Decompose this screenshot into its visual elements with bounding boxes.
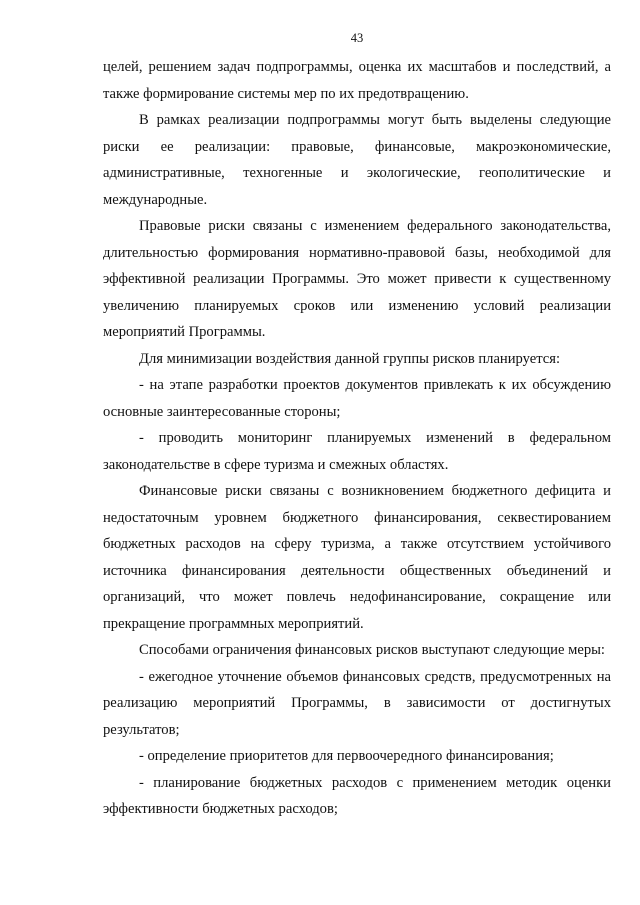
document-body [103, 54, 611, 823]
paragraph: Для минимизации воздействия данной группы рисков планируется: [139, 350, 561, 367]
list-item: - на этапе разработки проектов документов привлекать к их обсуждению основные заинтересованные стороны; [103, 377, 611, 420]
list-item: - ежегодное уточнение объемов финансовых средств, предусмотренных на реализацию мероприятий Программы, в зависимости от достигнутых результатов; [103, 668, 611, 738]
list-item: - определение приоритетов для первоочередного финансирования; [139, 748, 554, 764]
paragraph: целей, решением задач подпрограммы, оценка их масштабов и последствий, а также формирование системы мер по их предотвращению. [103, 59, 611, 102]
list-item: - планирование бюджетных расходов с применением методик оценки эффективности бюджетных расходов; [103, 774, 611, 817]
paragraph: Финансовые риски связаны с возникновением бюджетного дефицита и недостаточным уровнем бюджетного финансирования, секвестированием бюджетных расходов на сферу туризма, а также отсутствием устойчивого источника финансирования деятельности общественных объединений и организаций, что может повлечь недофинансирование, сокращение или прекращение программных мероприятий. [103, 483, 611, 632]
list-item: - проводить мониторинг планируемых изменений в федеральном законодательстве в сфере туризма и смежных областях. [103, 430, 611, 473]
page-number: 43 [350, 31, 364, 45]
paragraph: Способами ограничения финансовых рисков выступают следующие меры: [139, 642, 605, 658]
paragraph: В рамках реализации подпрограммы могут быть выделены следующие риски ее реализации: правовые, финансовые, макроэкономические, административные, техногенные и экологические, геополитические и международные. [103, 112, 611, 208]
paragraph: Правовые риски связаны с изменением федерального законодательства, длительностью формирования нормативно-правовой базы, необходимой для эффективной реализации Программы. Это может привести к существенному увеличению планируемых сроков или изменению условий реализации мероприятий Программы. [103, 218, 611, 340]
